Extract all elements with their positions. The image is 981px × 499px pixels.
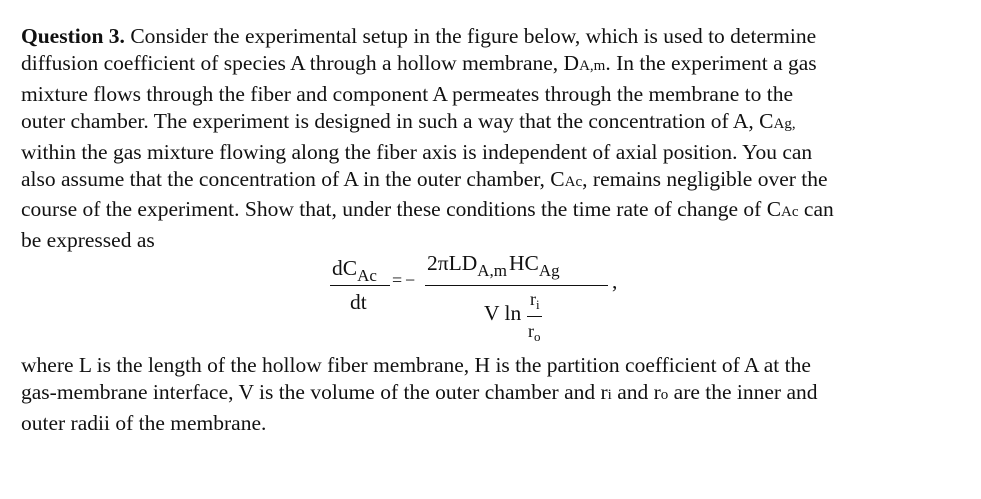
question-label: Question 3. — [21, 24, 125, 48]
subscript: diffusion coefficient of species A through a hollow membrane, D — [21, 51, 580, 76]
subscript: are the inner and — [668, 380, 818, 405]
outro-line-1 — [21, 352, 966, 379]
subscript: gas-membrane interface, V is the volume of the outer chamber and r — [21, 380, 608, 405]
subscript: also assume that the concentration of A in the outer chamber, C — [21, 167, 565, 192]
subscript: o — [660, 387, 669, 404]
ratio-numerator: $r_i$ — [530, 289, 540, 312]
question-outro — [21, 352, 966, 437]
outro-line-2 — [21, 379, 966, 409]
subscript: Ac — [781, 204, 799, 221]
ratio-fraction-bar — [527, 316, 542, 317]
ratio-denominator: $r_o$ — [528, 321, 541, 344]
lhs-numerator: $dC_{Ac}$ — [332, 256, 377, 285]
equation-trailing-comma: , — [612, 269, 618, 293]
lhs-fraction-bar — [330, 285, 390, 286]
subscript: outer radii of the membrane. — [21, 410, 267, 435]
subscript: within the gas mixture flowing along the fiber axis is independent of axial position. You can — [21, 139, 813, 164]
subscript: outer chamber. The experiment is designed in such a way that the concentration of A, C — [21, 109, 774, 134]
subscript: mixture flows through the fiber and component A permeates through the membrane to the — [21, 81, 794, 106]
subscript: Ac — [564, 174, 583, 191]
subscript: A,m — [579, 58, 606, 75]
outro-line-3 — [21, 410, 966, 437]
rhs-denominator-vln: V ln — [484, 301, 522, 325]
lhs-denominator: dt — [350, 290, 367, 314]
subscript: Consider the experimental setup in the figure below, which is used to determine — [124, 24, 817, 48]
rhs-numerator: $2\pi LD_{A,m}HC_{Ag}$ — [427, 251, 560, 280]
subscript: where L is the length of the hollow fiber membrane, H is the partition coefficient of A at the — [21, 353, 811, 377]
subscript: , remains negligible over the — [582, 167, 828, 192]
subscript: and r — [611, 380, 661, 405]
subscript: course of the experiment. Show that, under these conditions the time rate of change of C — [21, 197, 782, 222]
minus-sign: − — [405, 270, 416, 290]
subscript: i — [607, 387, 612, 404]
subscript: Ag, — [773, 116, 796, 133]
subscript: can — [798, 197, 834, 222]
equals-sign: = — [392, 270, 403, 290]
rhs-fraction-bar — [425, 285, 608, 286]
subscript: be expressed as — [21, 227, 155, 252]
subscript: . In the experiment a gas — [605, 51, 817, 76]
